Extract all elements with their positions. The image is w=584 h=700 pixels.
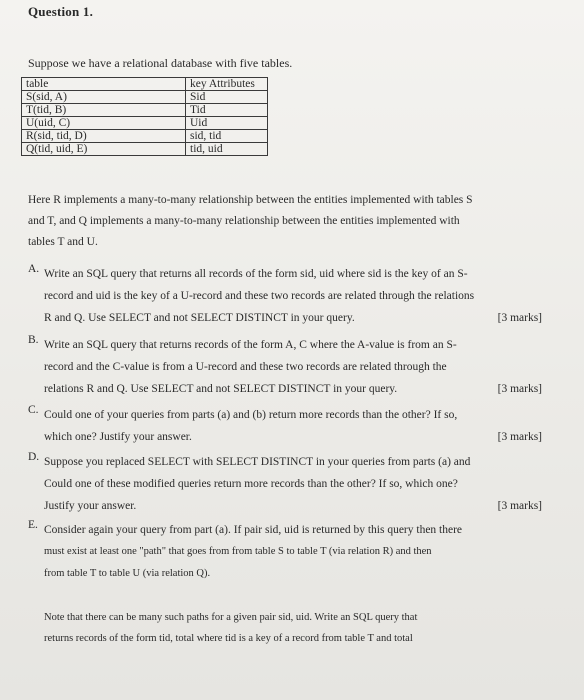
question-part-b (28, 334, 542, 400)
table-cell: U(uid, C) (22, 117, 186, 130)
question-part-e (28, 519, 542, 585)
part-line: Could one of these modified queries return more records than the other? If so, which one? (44, 478, 458, 490)
paragraph-line: Here R implements a many-to-many relationship between the entities implemented with tables S (28, 194, 473, 206)
part-line: must exist at least one "path" that goes from from table S to table T (via relation R) and then (44, 546, 432, 557)
marks-label: [3 marks] (497, 431, 542, 443)
table-row (22, 91, 268, 104)
table-row (22, 104, 268, 117)
marks-label: [3 marks] (497, 383, 542, 395)
part-line: R and Q. Use SELECT and not SELECT DISTINCT in your query. (44, 312, 355, 324)
table-row (22, 130, 268, 143)
header-table: table (22, 78, 186, 91)
marks-label: [3 marks] (497, 312, 542, 324)
table-cell: S(sid, A) (22, 91, 186, 104)
part-line: Could one of your queries from parts (a) and (b) return more records than the other? If so, (44, 409, 458, 421)
paragraph-line: tables T and U. (28, 236, 98, 248)
paragraph-line: and T, and Q implements a many-to-many relationship between the entities implemented with (28, 215, 460, 227)
table-cell: Uid (186, 117, 268, 130)
table-cell: R(sid, tid, D) (22, 130, 186, 143)
part-line: record and the C-value is from a U-record and these two records are related through the (44, 361, 447, 373)
marks-label: [3 marks] (497, 500, 542, 512)
note-paragraph (44, 607, 544, 649)
intro-text: Suppose we have a relational database with five tables. (28, 56, 293, 70)
table-cell: T(tid, B) (22, 104, 186, 117)
table-header-row (22, 78, 268, 91)
table-cell: Tid (186, 104, 268, 117)
question-part-c (28, 404, 542, 448)
part-label: E. (28, 519, 38, 531)
part-label: C. (28, 404, 39, 416)
table-cell: sid, tid (186, 130, 268, 143)
part-line: Suppose you replaced SELECT with SELECT DISTINCT in your queries from parts (a) and (44, 456, 471, 468)
part-line: Write an SQL query that returns all records of the form sid, uid where sid is the key of an S- (44, 268, 468, 280)
part-line: Write an SQL query that returns records of the form A, C where the A-value is from an S- (44, 339, 457, 351)
note-line: Note that there can be many such paths for a given pair sid, uid. Write an SQL query that (44, 612, 418, 623)
part-label: A. (28, 263, 40, 275)
part-line: which one? Justify your answer. (44, 431, 192, 443)
question-part-d (28, 451, 542, 517)
question-title: Question 1. (28, 4, 94, 19)
relationship-paragraph (28, 190, 548, 253)
part-label: D. (28, 451, 40, 463)
note-line: returns records of the form tid, total where tid is a key of a record from table T and total (44, 633, 413, 644)
table-cell: Q(tid, uid, E) (22, 143, 186, 156)
part-line: Justify your answer. (44, 500, 137, 512)
part-line: record and uid is the key of a U-record and these two records are related through the relations (44, 290, 475, 302)
part-line: from table T to table U (via relation Q). (44, 568, 211, 579)
part-line: relations R and Q. Use SELECT and not SELECT DISTINCT in your query. (44, 383, 398, 395)
table-cell: tid, uid (186, 143, 268, 156)
question-part-a (28, 263, 542, 329)
table-cell: Sid (186, 91, 268, 104)
relations-table (21, 77, 268, 156)
header-key-attributes: key Attributes (186, 78, 268, 91)
part-line: Consider again your query from part (a). If pair sid, uid is returned by this query then there (44, 524, 463, 536)
part-label: B. (28, 334, 39, 346)
table-row (22, 143, 268, 156)
table-row (22, 117, 268, 130)
